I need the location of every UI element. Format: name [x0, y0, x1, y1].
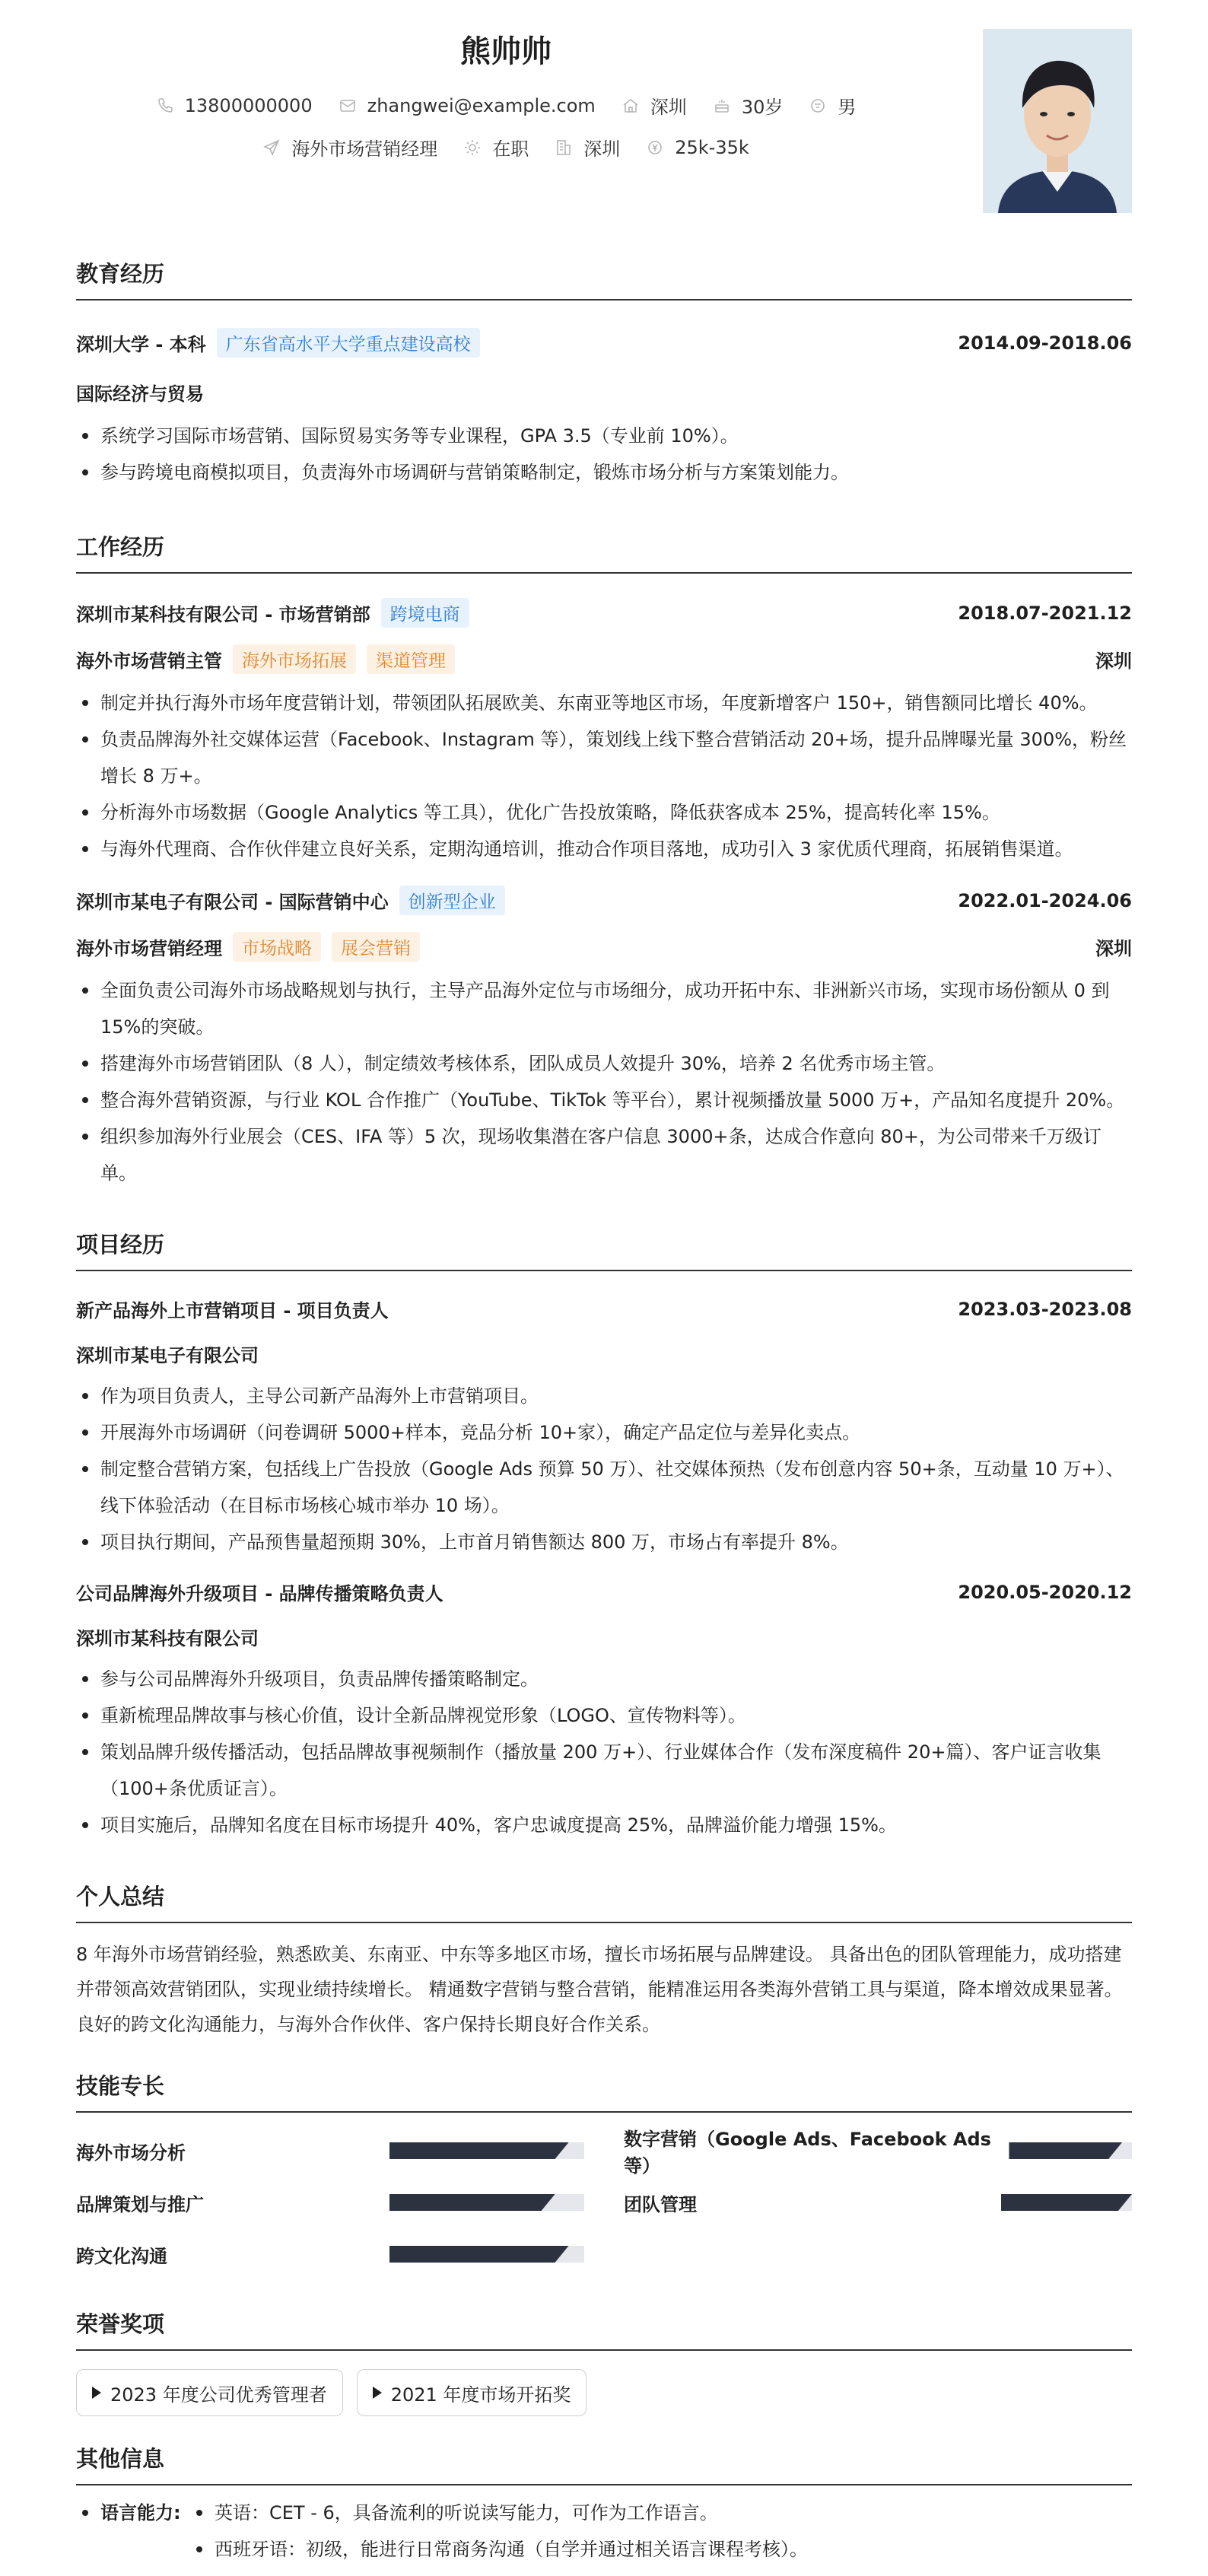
list-item: 制定整合营销方案，包括线上广告投放（Google Ads 预算 50 万）、社交媒体预热（发布创意内容 50+条，互动量 10 万+）、线下体验活动（在目标市场核心城市举办 10 场）。	[76, 1451, 1132, 1524]
projects-title: 项目经历	[76, 1228, 1132, 1271]
work-title: 工作经历	[76, 530, 1132, 574]
skill-bar-fill	[1009, 2142, 1122, 2159]
honor-item	[76, 2369, 343, 2416]
list-item: 与海外代理商、合作伙伴建立良好关系，定期沟通培训，推动合作项目落地，成功引入 3 家优质代理商，拓展销售渠道。	[76, 831, 1132, 867]
skill-item	[76, 2125, 584, 2177]
skill-name: 团队管理	[624, 2193, 697, 2215]
list-item: 策划品牌升级传播活动，包括品牌故事视频制作（播放量 200 万+）、行业媒体合作（发布深度稿件 20+篇）、客户证言收集（100+条优质证言）。	[76, 1734, 1132, 1807]
skill-item	[76, 2228, 584, 2280]
skill-name: 海外市场分析	[76, 2142, 186, 2164]
work-entry-2	[76, 886, 1132, 1191]
play-triangle-icon	[92, 2387, 101, 2399]
list-item: 组织参加海外行业展会（CES、IFA 等）5 次，现场收集潜在客户信息 3000+条，达成合作意向 80+，为公司带来千万级订单。	[76, 1118, 1132, 1191]
job-intent-line	[76, 134, 936, 161]
work-section	[76, 530, 1132, 1191]
list-item: 整合海外营销资源，与行业 KOL 合作推广（YouTube、TikTok 等平台），累计视频播放量 5000 万+，产品知名度提升 20%。	[76, 1082, 1132, 1118]
work-date: 2018.07-2021.12	[958, 602, 1132, 624]
skill-bar-fill	[389, 2246, 569, 2263]
job-target-text: 海外市场营销经理	[291, 138, 438, 160]
position-name: 海外市场营销主管	[76, 650, 222, 672]
gender-text: 男	[838, 97, 857, 118]
skill-bar	[389, 2194, 584, 2211]
skill-bar-fill	[1001, 2194, 1132, 2211]
email-item	[339, 95, 596, 116]
location-item	[621, 92, 687, 119]
position-name: 海外市场营销经理	[76, 938, 222, 959]
honor-label: 2023 年度公司优秀管理者	[110, 2384, 327, 2406]
location-text: 深圳	[650, 97, 687, 118]
company-tag: 创新型企业	[399, 886, 505, 915]
contact-line	[76, 92, 936, 119]
skill-name: 品牌策划与推广	[76, 2193, 204, 2215]
list-item: 搭建海外市场营销团队（8 人），制定绩效考核体系，团队成员人效提升 30%，培养 2 名优秀市场主管。	[76, 1045, 1132, 1082]
company-name: 深圳市某科技有限公司 - 市场营销部	[76, 604, 370, 625]
position-tag: 展会营销	[332, 932, 420, 962]
project-company: 深圳市某科技有限公司	[76, 1628, 259, 1649]
education-title: 教育经历	[76, 257, 1132, 301]
project-name: 新产品海外上市营销项目 - 项目负责人	[76, 1300, 389, 1321]
list-item: 参与跨境电商模拟项目，负责海外市场调研与营销策略制定，锻炼市场分析与方案策划能力。	[76, 454, 1132, 491]
list-item: 英语：CET - 6，具备流利的听说读写能力，可作为工作语言。	[190, 2495, 808, 2531]
list-item: 制定并执行海外市场年度营销计划，带领团队拓展欧美、东南亚等地区市场，年度新增客户 150+，销售额同比增长 40%。	[76, 685, 1132, 721]
skill-name: 跨文化沟通	[76, 2245, 167, 2267]
position-row	[76, 932, 1132, 962]
position-tag: 市场战略	[233, 932, 321, 962]
list-item: 系统学习国际市场营销、国际贸易实务等专业课程，GPA 3.5（专业前 10%）。	[76, 418, 1132, 454]
language-label: 语言能力:	[76, 2495, 190, 2568]
work-entry-1	[76, 598, 1132, 867]
work-entry-header	[76, 886, 1132, 915]
honor-item	[357, 2369, 587, 2416]
language-block	[76, 2495, 1132, 2568]
honors-list	[76, 2369, 1132, 2416]
project-name: 公司品牌海外升级项目 - 品牌传播策略负责人	[76, 1583, 443, 1604]
salary-icon	[646, 138, 664, 157]
skill-bar	[389, 2142, 584, 2159]
job-target-item	[262, 134, 437, 161]
school-tag: 广东省高水平大学重点建设高校	[217, 328, 480, 358]
gender-item	[809, 92, 856, 119]
skill-bar	[389, 2246, 584, 2263]
send-icon	[262, 138, 281, 157]
salary-text: 25k-35k	[675, 136, 749, 158]
skill-bar	[1001, 2194, 1132, 2211]
education-section	[76, 257, 1132, 491]
skills-section	[76, 2069, 1132, 2280]
honors-title: 荣誉奖项	[76, 2307, 1132, 2351]
summary-text: 8 年海外市场营销经验，熟悉欧美、东南亚、中东等多地区市场，擅长市场拓展与品牌建设。 具备出色的团队管理能力，成功搭建并带领高效营销团队，实现业绩持续增长。 精通数字营销与整合营销，能精准运用各类海外营销工具与渠道，降本增效成果显著。 良好的跨文化沟通能力，与海外合作伙伴、客户保持长期良好合作关系。	[76, 1944, 1123, 2035]
work-city: 深圳	[1095, 938, 1132, 959]
skill-item	[624, 2177, 1132, 2228]
skill-item	[624, 2125, 1132, 2177]
position-row	[76, 644, 1132, 674]
skill-bar	[1009, 2142, 1132, 2159]
status-text: 在职	[492, 138, 529, 160]
project-entry-2	[76, 1579, 1132, 1843]
age-text: 30岁	[741, 97, 784, 118]
list-item: 负责品牌海外社交媒体运营（Facebook、Instagram 等），策划线上线下整合营销活动 20+场，提升品牌曝光量 300%，粉丝增长 8 万+。	[76, 721, 1132, 794]
work-date: 2022.01-2024.06	[958, 889, 1132, 911]
position-tag: 海外市场拓展	[233, 644, 356, 674]
phone-text: 13800000000	[184, 94, 313, 116]
honor-label: 2021 年度市场开拓奖	[390, 2384, 571, 2406]
gender-icon	[809, 97, 827, 115]
summary-title: 个人总结	[76, 1880, 1132, 1923]
project-bullets	[76, 1378, 1132, 1560]
city-text: 深圳	[583, 138, 621, 160]
resume-header	[76, 0, 1132, 228]
email-text: zhangwei@example.com	[367, 94, 596, 116]
project-bullets	[76, 1661, 1132, 1843]
city-item	[555, 134, 620, 161]
skill-name: 数字营销（Google Ads、Facebook Ads 等）	[624, 2129, 991, 2177]
age-icon	[713, 97, 731, 115]
project-entry-header	[76, 1296, 1132, 1322]
school-name: 深圳大学 - 本科	[76, 334, 206, 355]
honors-section	[76, 2307, 1132, 2416]
other-title: 其他信息	[76, 2442, 1132, 2485]
other-section	[76, 2442, 1132, 2568]
candidate-name: 熊帅帅	[460, 34, 552, 69]
skills-grid	[76, 2125, 1132, 2280]
education-entry-header	[76, 328, 1132, 358]
work-bullets	[76, 685, 1132, 867]
project-date: 2020.05-2020.12	[958, 1581, 1132, 1603]
status-item	[463, 134, 529, 161]
education-bullets	[76, 418, 1132, 491]
list-item: 项目执行期间，产品预售量超预期 30%，上市首月销售额达 800 万，市场占有率提升 8%。	[76, 1524, 1132, 1560]
list-item: 全面负责公司海外市场战略规划与执行，主导产品海外定位与市场细分，成功开拓中东、非洲新兴市场，实现市场份额从 0 到 15%的突破。	[76, 972, 1132, 1045]
play-triangle-icon	[373, 2387, 382, 2399]
list-item: 参与公司品牌海外升级项目，负责品牌传播策略制定。	[76, 1661, 1132, 1697]
home-icon	[621, 97, 640, 115]
position-tag: 渠道管理	[367, 644, 455, 674]
projects-section	[76, 1228, 1132, 1843]
language-list	[190, 2495, 808, 2568]
education-date: 2014.09-2018.06	[958, 332, 1132, 354]
company-name: 深圳市某电子有限公司 - 国际营销中心	[76, 892, 389, 913]
company-tag: 跨境电商	[381, 598, 469, 628]
status-icon	[463, 138, 482, 157]
list-item: 项目实施后，品牌知名度在目标市场提升 40%，客户忠诚度提高 25%，品牌溢价能力增强 15%。	[76, 1807, 1132, 1843]
skill-item	[76, 2177, 584, 2228]
list-item: 西班牙语：初级，能进行日常商务沟通（自学并通过相关语言课程考核）。	[190, 2531, 808, 2568]
age-item	[713, 92, 784, 119]
work-bullets	[76, 972, 1132, 1191]
phone-icon	[156, 97, 174, 115]
profile-photo	[983, 29, 1132, 213]
skill-bar-fill	[389, 2142, 569, 2159]
project-date: 2023.03-2023.08	[958, 1298, 1132, 1320]
skill-bar-fill	[389, 2194, 555, 2211]
list-item: 作为项目负责人，主导公司新产品海外上市营销项目。	[76, 1378, 1132, 1414]
list-item: 分析海外市场数据（Google Analytics 等工具），优化广告投放策略，降低获客成本 25%，提高转化率 15%。	[76, 794, 1132, 831]
work-entry-header	[76, 598, 1132, 628]
salary-item	[646, 137, 749, 158]
email-icon	[339, 97, 357, 115]
list-item: 重新梳理品牌故事与核心价值，设计全新品牌视觉形象（LOGO、宣传物料等）。	[76, 1697, 1132, 1734]
project-company: 深圳市某电子有限公司	[76, 1345, 259, 1366]
education-major: 国际经济与贸易	[76, 383, 204, 405]
project-entry-1	[76, 1296, 1132, 1560]
summary-section	[76, 1880, 1132, 2042]
project-entry-header	[76, 1579, 1132, 1605]
work-city: 深圳	[1095, 650, 1132, 672]
phone-item	[156, 95, 313, 116]
list-item: 开展海外市场调研（问卷调研 5000+样本，竞品分析 10+家），确定产品定位与差异化卖点。	[76, 1414, 1132, 1451]
building-icon	[555, 138, 573, 157]
skills-title: 技能专长	[76, 2069, 1132, 2113]
